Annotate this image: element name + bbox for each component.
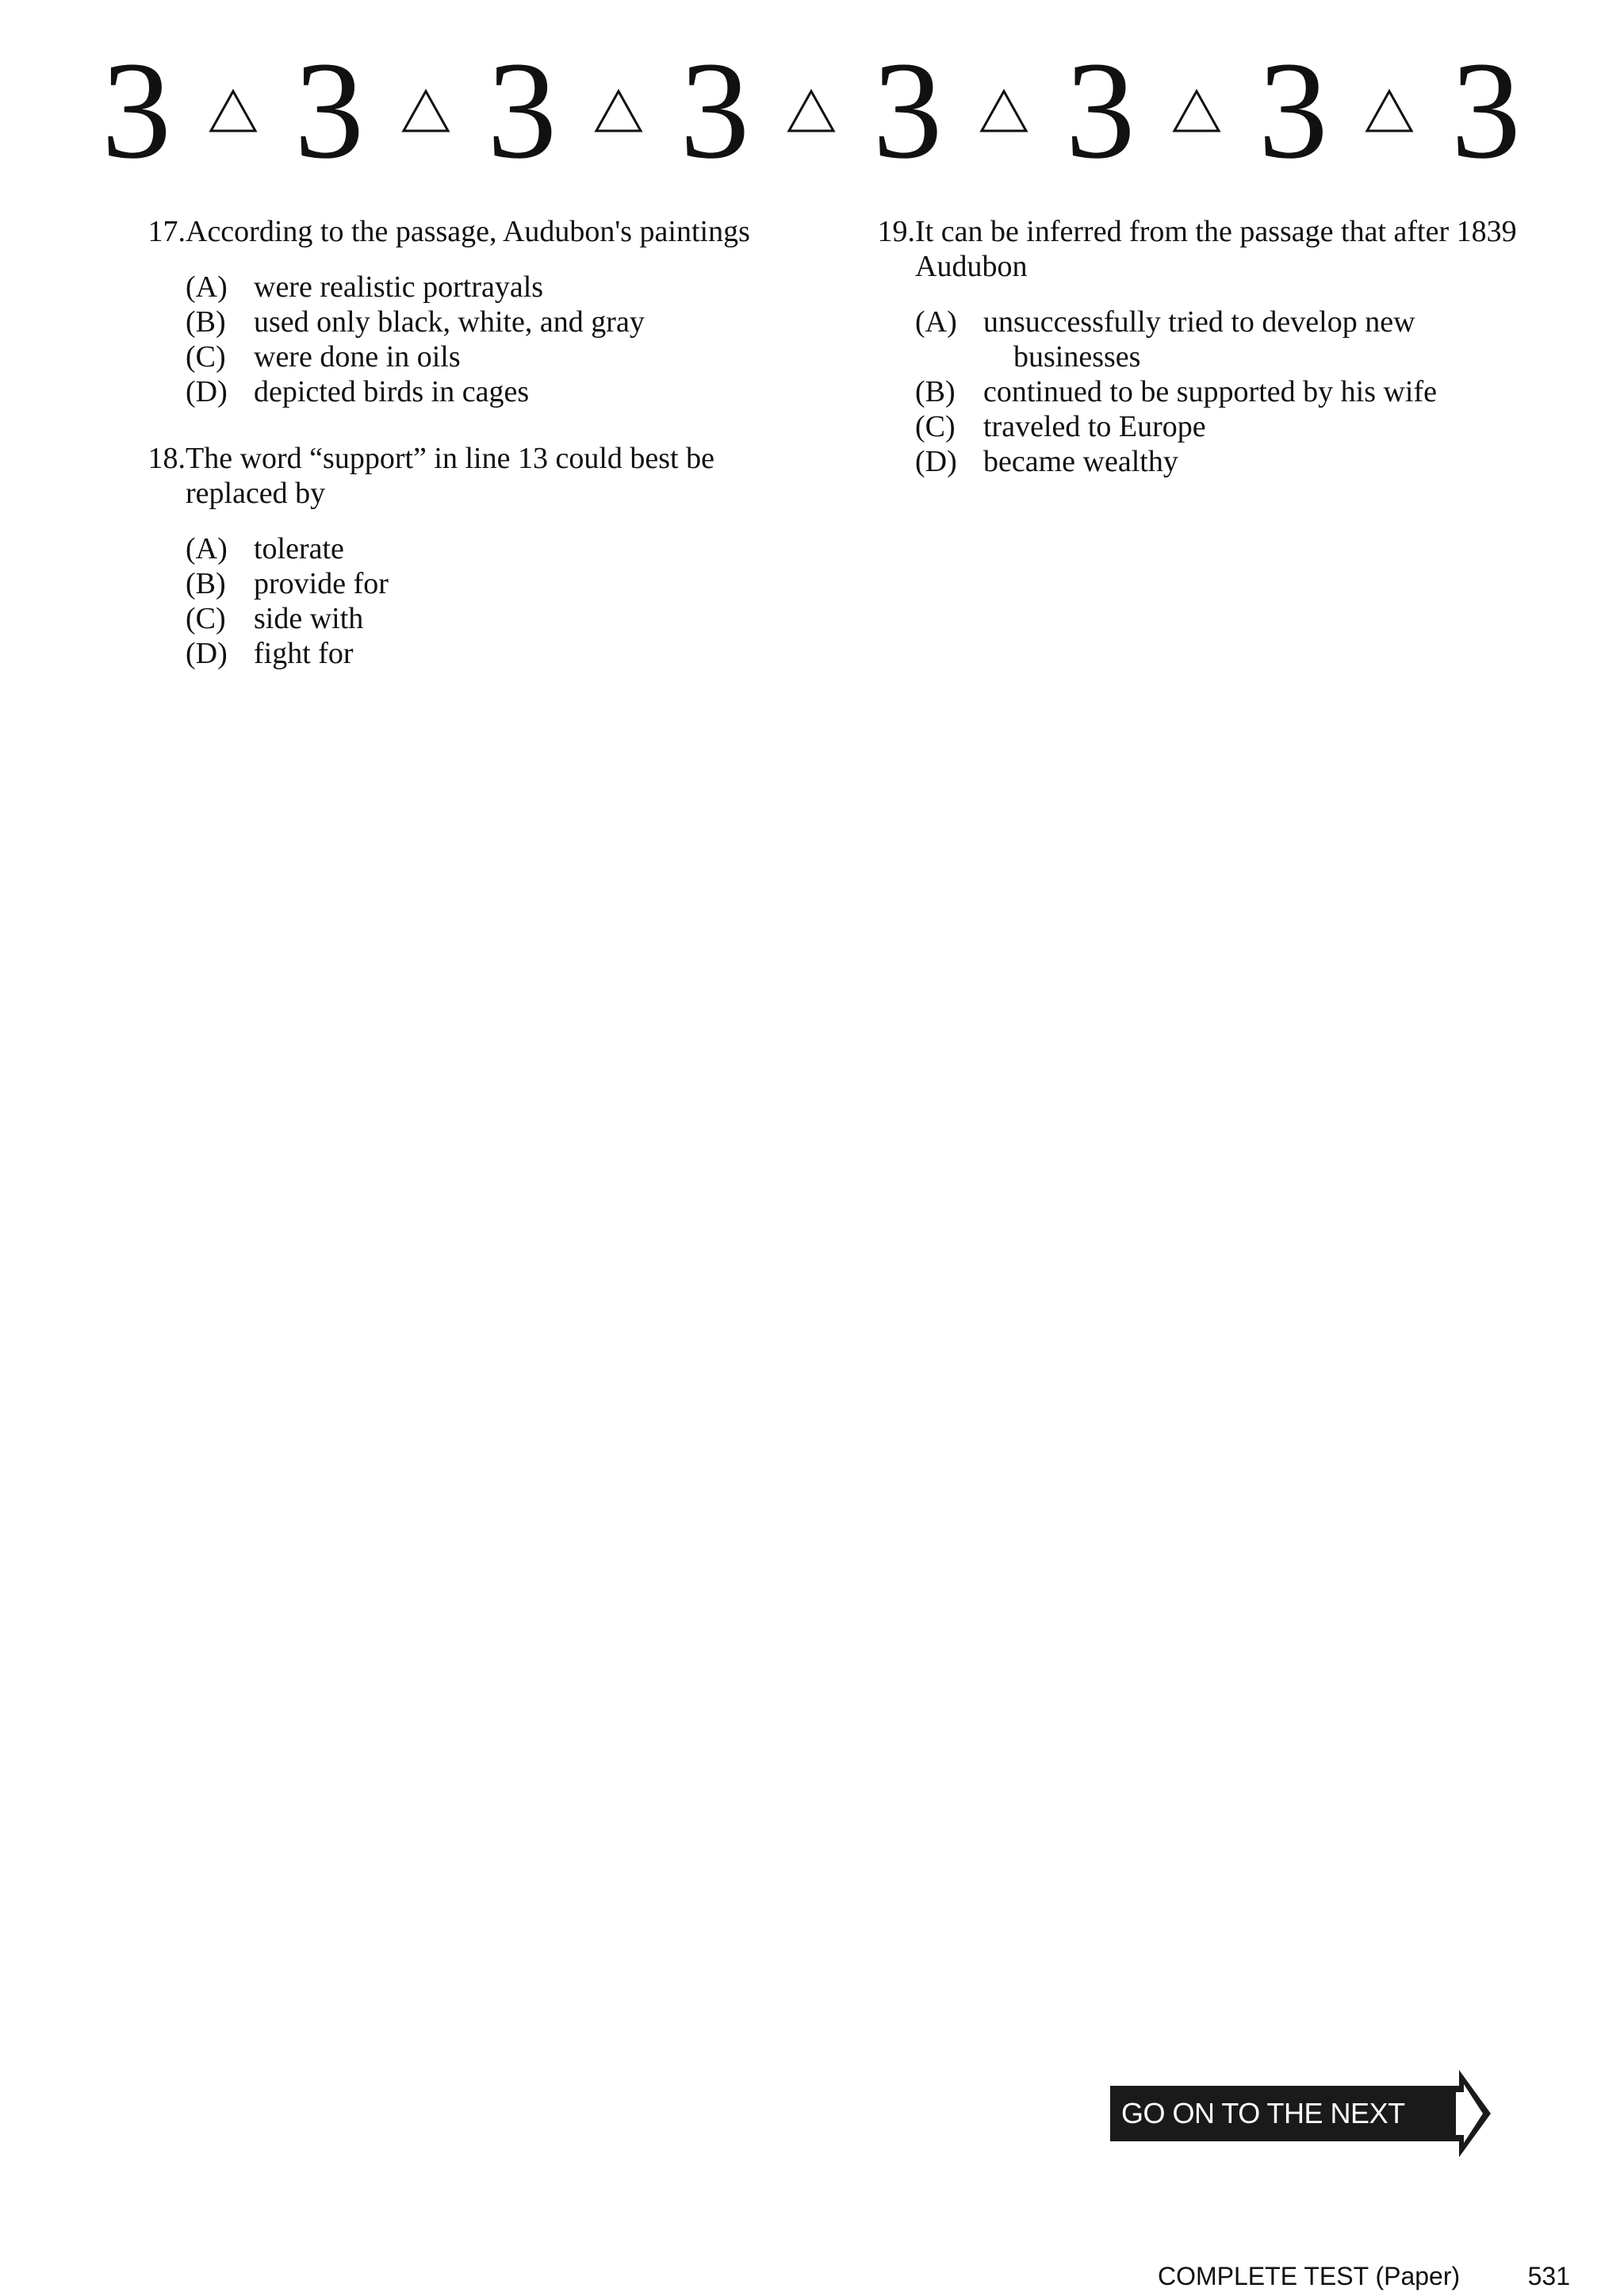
- question-number: 18.: [147, 442, 186, 475]
- page-footer: [1158, 2260, 1570, 2292]
- option-letter: (B): [186, 567, 226, 600]
- option-letter: (C): [186, 602, 226, 635]
- option-text: depicted birds in cages: [254, 375, 530, 408]
- option-text: [983, 305, 1530, 374]
- question-stem: It can be inferred from the passage that after 1839 Audubon: [915, 215, 1517, 283]
- section-header: [102, 33, 1521, 188]
- section-number: 3: [1258, 33, 1328, 188]
- option-text: were done in oils: [254, 340, 461, 374]
- answer-option[interactable]: [915, 374, 1530, 409]
- option-letter: (A): [915, 305, 957, 339]
- answer-option[interactable]: [186, 270, 793, 305]
- question-number: 17.: [147, 215, 186, 248]
- triangle-outline-icon: [594, 89, 643, 133]
- section-number: 3: [1450, 33, 1521, 188]
- triangle-outline-icon: [1365, 89, 1414, 133]
- section-number: 3: [487, 33, 557, 188]
- answer-option[interactable]: [186, 531, 793, 566]
- question-stem: According to the passage, Audubon's paintings: [186, 215, 750, 248]
- triangle-outline-icon: [1172, 89, 1221, 133]
- option-letter: (D): [186, 637, 228, 670]
- option-letter: (A): [186, 270, 228, 304]
- answer-option[interactable]: [186, 339, 793, 374]
- option-text: became wealthy: [983, 445, 1178, 478]
- option-text: tolerate: [254, 532, 344, 565]
- option-letter: (A): [186, 532, 228, 565]
- section-number: 3: [102, 33, 171, 188]
- question-stem: The word “support” in line 13 could best be replaced by: [186, 442, 714, 510]
- answer-options: [186, 531, 793, 671]
- answer-options: [915, 305, 1530, 479]
- page-number: 531: [1527, 2262, 1570, 2290]
- answer-option[interactable]: [915, 444, 1530, 479]
- section-number: 3: [680, 33, 750, 188]
- answer-option[interactable]: [186, 601, 793, 636]
- triangle-outline-icon: [787, 89, 836, 133]
- answer-option[interactable]: [186, 636, 793, 671]
- option-letter: (C): [915, 410, 956, 443]
- option-text: fight for: [254, 637, 354, 670]
- question-number: 19.: [877, 215, 915, 248]
- answer-option[interactable]: [186, 566, 793, 601]
- next-page-banner: [1110, 2070, 1491, 2185]
- footer-section-title: COMPLETE TEST (Paper): [1158, 2262, 1461, 2290]
- option-text: side with: [254, 602, 364, 635]
- answer-option[interactable]: [186, 305, 793, 339]
- option-letter: (C): [186, 340, 226, 374]
- option-letter: (B): [915, 375, 956, 408]
- option-letter: (D): [186, 375, 228, 408]
- next-page-label: GO ON TO THE NEXT PAGE: [1110, 2086, 1459, 2141]
- section-number: 3: [872, 33, 943, 188]
- question-18: [119, 441, 793, 511]
- answer-option[interactable]: [186, 374, 793, 409]
- option-text: traveled to Europe: [983, 410, 1206, 443]
- option-letter: (D): [915, 445, 957, 478]
- section-number: 3: [1065, 33, 1136, 188]
- right-column: [848, 214, 1530, 511]
- option-letter: (B): [186, 305, 226, 339]
- triangle-outline-icon: [209, 89, 258, 133]
- left-column: [119, 214, 793, 703]
- option-text-continuation: businesses: [1013, 340, 1141, 374]
- option-text: continued to be supported by his wife: [983, 375, 1438, 408]
- answer-option[interactable]: [915, 305, 1530, 374]
- option-text: provide for: [254, 567, 389, 600]
- option-text: were realistic portrayals: [254, 270, 544, 304]
- answer-option[interactable]: [915, 409, 1530, 444]
- option-text: used only black, white, and gray: [254, 305, 645, 339]
- right-arrow-icon: [1451, 2070, 1491, 2157]
- section-number: 3: [294, 33, 365, 188]
- question-19: [848, 214, 1530, 284]
- question-17: [119, 214, 793, 249]
- triangle-outline-icon: [979, 89, 1028, 133]
- triangle-outline-icon: [401, 89, 450, 133]
- answer-options: [186, 270, 793, 409]
- option-text-line: unsuccessfully tried to develop new: [983, 305, 1415, 339]
